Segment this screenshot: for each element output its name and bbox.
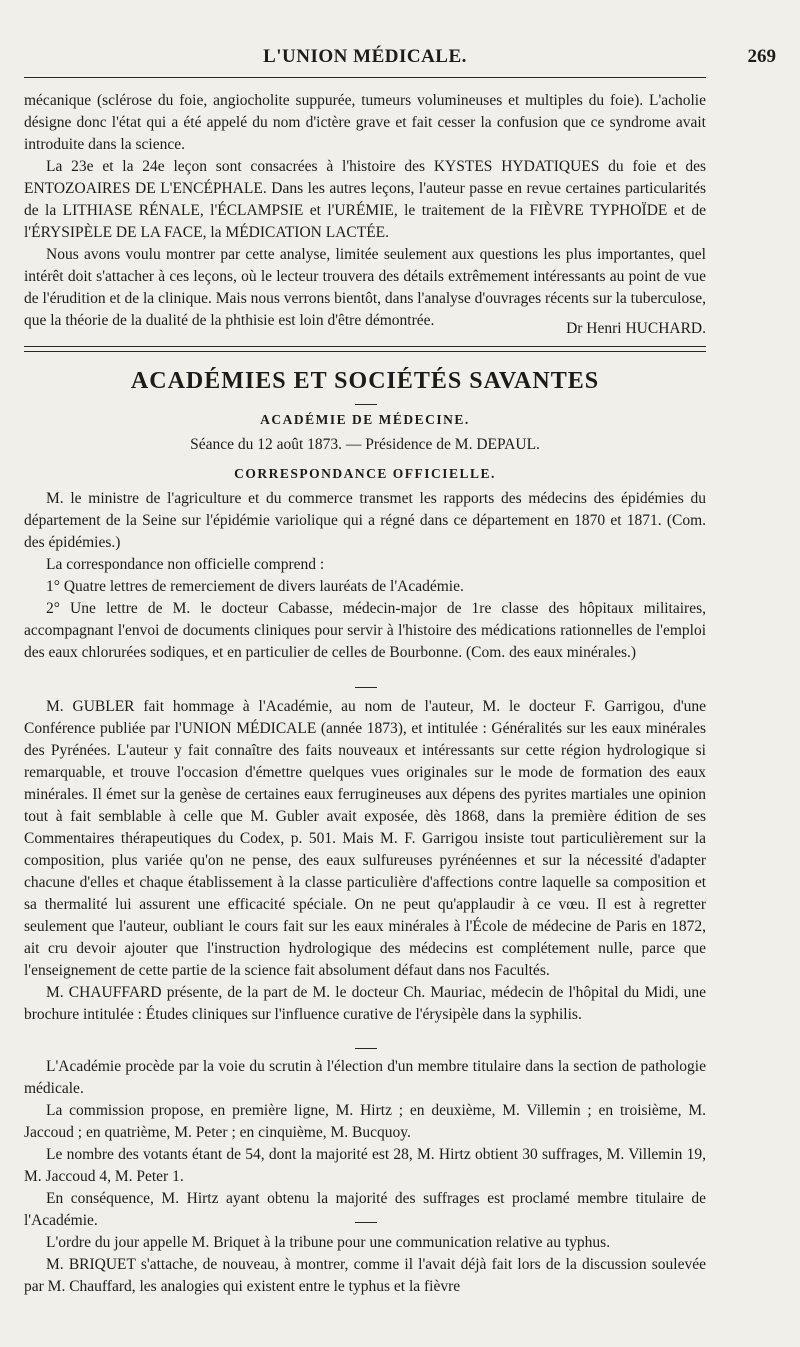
review-paragraph: La 23e et la 24e leçon sont consacrées à l'histoire des KYSTES HYDATIQUES du foie et des ENTOZOAIRES DE L'ENCÉPHALE. Dans les autres leçons, l'auteur passe en revue certaines particularités de la LITHIASE RÉNALE, l'ÉCLAMPSIE et l'URÉMIE, le traitement de la FIÈVRE TYPHOÏDE et de l'ÉRYSIPÈLE DE LA FACE, la MÉDICATION LACTÉE. <box>24 158 706 241</box>
election-text <box>24 1056 706 1232</box>
typhus-paragraph: M. BRIQUET s'attache, de nouveau, à montrer, comme il l'avait déjà fait lors de la discussion soulevée par M. Chauffard, les analogies qui existent entre le typhus et la fièvre <box>24 1256 706 1295</box>
typhus-text <box>24 1232 706 1298</box>
header-rule <box>24 77 706 78</box>
title-divider <box>355 404 377 405</box>
typhus-paragraph: L'ordre du jour appelle M. Briquet à la tribune pour une communication relative au typhus. <box>46 1234 611 1251</box>
correspondence-paragraph: M. le ministre de l'agriculture et du commerce transmet les rapports des médecins des épidémies du département de la Seine sur l'épidémie variolique qui a régné dans ce département en 1870 et 1871. (Com. des épidémies.) <box>24 490 706 551</box>
presentations-text <box>24 696 706 1026</box>
correspondence-paragraph: La correspondance non officielle comprend : <box>46 556 325 573</box>
correspondence-paragraph: 1° Quatre lettres de remerciement de divers lauréats de l'Académie. <box>46 578 464 595</box>
presentation-paragraph: M. CHAUFFARD présente, de la part de M. le docteur Ch. Mauriac, médecin de l'hôpital du Midi, une brochure intitulée : Études cliniques sur l'influence curative de l'érysipèle dans la syphilis. <box>24 984 706 1023</box>
section-rule-top <box>24 346 706 347</box>
review-signature: Dr Henri HUCHARD. <box>566 320 706 337</box>
election-paragraph: L'Académie procède par la voie du scrutin à l'élection d'un membre titulaire dans la section de pathologie médicale. <box>24 1058 706 1097</box>
divider <box>355 1222 377 1223</box>
divider <box>355 1048 377 1049</box>
review-paragraph: Nous avons voulu montrer par cette analyse, limitée seulement aux questions les plus importantes, quel intérêt doit s'attacher à ces leçons, où le lecteur trouvera des détails extrêmement intéressants au point de vue de l'érudition et de la clinique. Mais nous verrons bientôt, dans l'analyse d'ouvrages récents sur la tuberculose, que la théorie de la dualité de la phthisie est loin d'être démontrée. <box>24 246 707 329</box>
section-title: ACADÉMIES ET SOCIÉTÉS SAVANTES <box>130 368 600 394</box>
academy-heading: ACADÉMIE DE MÉDECINE. <box>260 412 470 427</box>
review-text <box>24 90 706 332</box>
correspondence-text <box>24 488 706 664</box>
divider <box>355 687 377 688</box>
page-number: 269 <box>747 46 776 67</box>
section-rule-bottom <box>24 351 706 352</box>
election-paragraph: En conséquence, M. Hirtz ayant obtenu la majorité des suffrages est proclamé membre titulaire de l'Académie. <box>24 1190 706 1229</box>
running-title: L'UNION MÉDICALE. <box>263 46 467 67</box>
presentation-paragraph: M. GUBLER fait hommage à l'Académie, au nom de l'auteur, M. le docteur F. Garrigou, d'une Conférence publiée par l'UNION MÉDICALE (année 1873), et intitulée : Généralités sur les eaux minérales des Pyrénées. L'auteur y fait connaître des faits nouveaux et intéressants sur cette région hydrologique si remarquable, et trouve l'occasion d'émettre quelques vues originales sur le mode de formation des eaux minérales. Il émet sur la genèse de certaines eaux ferrugineuses aux dépens des pyrites martiales une opinion tout à fait semblable à celle que M. Gubler avait exposée, dès 1868, dans la première édition de ses Commentaires thérapeutiques du Codex, p. 501. Mais M. F. Garrigou insiste tout particulièrement sur la composition, plus variée qu'on ne pense, des eaux sulfureuses pyrénéennes et sur la nécessité d'adapter chacune d'elles et chaque établissement à la classe particulière d'affections contre laquelle sa composition et sa thermalité lui assurent une efficacité spéciale. On ne peut qu'applaudir à ce vœu. Il est à regretter seulement que l'auteur, oubliant le cours fait sur les eaux minérales à l'École de médecine de Paris en 1872, ait cru devoir ajouter que l'instruction hydrologique des médecins est complétement nulle, parce que l'enseignement de cette partie de la science fait absolument défaut dans nos Facultés. <box>24 698 706 979</box>
election-paragraph: La commission propose, en première ligne, M. Hirtz ; en deuxième, M. Villemin ; en troisième, M. Jaccoud ; en quatrième, M. Peter ; en cinquième, M. Bucquoy. <box>24 1102 706 1141</box>
correspondence-paragraph: 2° Une lettre de M. le docteur Cabasse, médecin-major de 1re classe des hôpitaux militaires, accompagnant l'envoi de documents cliniques pour servir à l'histoire des médications rationnelles de l'emploi des eaux chlorurées sodiques, et en particulier de celles de Bourbonne. (Com. des eaux minérales.) <box>24 600 706 661</box>
election-paragraph: Le nombre des votants étant de 54, dont la majorité est 28, M. Hirtz obtient 30 suffrages, M. Villemin 19, M. Jaccoud 4, M. Peter 1. <box>24 1146 706 1185</box>
session-line: Séance du 12 août 1873. — Présidence de M. DEPAUL. <box>190 436 540 453</box>
review-paragraph: mécanique (sclérose du foie, angiocholite suppurée, tumeurs volumineuses et multiples du foie). L'acholie désigne donc l'état qui a été appelé du nom d'ictère grave et fait cesser la confusion que ce syndrome avait introduite dans la science. <box>24 92 706 153</box>
correspondence-heading: CORRESPONDANCE OFFICIELLE. <box>234 466 496 481</box>
page-header <box>24 44 776 74</box>
